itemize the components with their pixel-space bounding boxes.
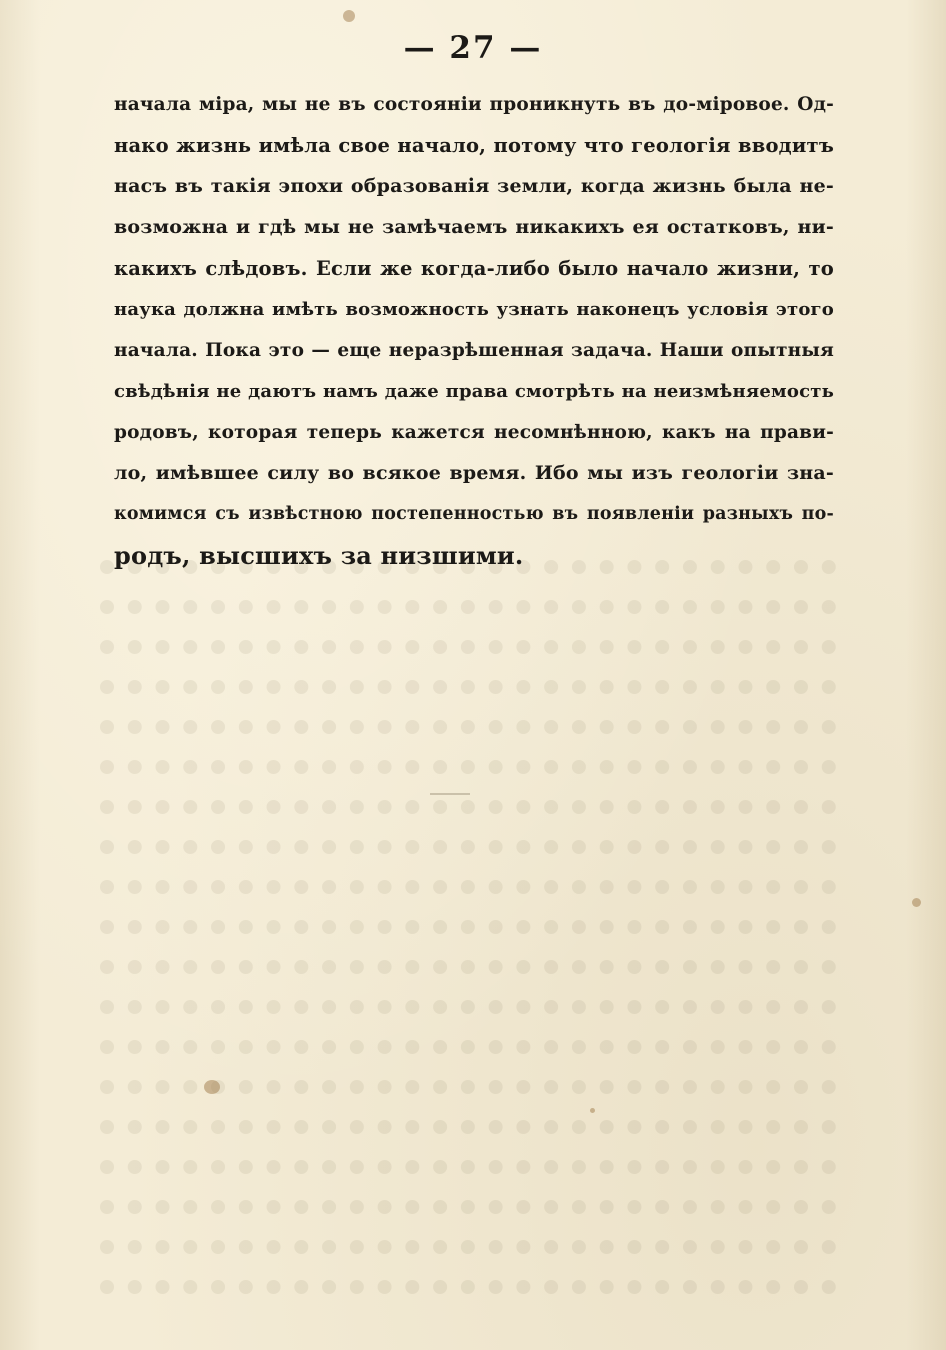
text-line: родовъ, которая теперь кажется несомнѣнною, какъ на прави- [114,422,834,443]
bleed-row [100,760,836,780]
text-line: комимся съ извѣстною постепенностью въ появленіи разныхъ по- [114,504,834,524]
text-line: свѣдѣнія не даютъ намъ даже права смотрѣть на неизмѣняемость [114,381,834,402]
bleed-row [100,1200,836,1220]
page-number: — 27 — [403,30,543,66]
bleed-row [100,1120,836,1140]
text-line: начала. Пока это — еще неразрѣшенная задача. Наши опытныя [114,340,834,361]
bleed-row [100,1280,836,1300]
text-line: наука должна имѣть возможность узнать наконецъ условія этого [114,299,834,320]
paper-speck [590,1108,595,1113]
body-text [114,84,834,576]
bleed-row [100,1240,836,1260]
bleed-row [100,1160,836,1180]
bleed-row [100,800,836,820]
text-line: начала міра, мы не въ состояніи проникнуть въ до-міровое. Од- [114,94,834,115]
bleed-row [100,720,836,740]
decorative-rule [430,793,470,795]
bleed-row [100,640,836,660]
bleed-row [100,600,836,620]
bleed-row [100,680,836,700]
text-line: ло, имѣвшее силу во всякое время. Ибо мы изъ геологіи зна- [114,462,834,484]
bleed-row [100,1000,836,1020]
text-line: возможна и гдѣ мы не замѣчаемъ никакихъ ея остатковъ, ни- [114,216,834,238]
bleed-row [100,960,836,980]
paper-speck [204,1080,220,1094]
bleed-row [100,920,836,940]
bleed-row [100,840,836,860]
paper-speck [343,10,355,22]
paper-speck [912,898,921,907]
text-line: насъ въ такія эпохи образованія земли, когда жизнь была не- [114,175,834,197]
bleed-row [100,1040,836,1060]
text-line: нако жизнь имѣла свое начало, потому что геологія вводитъ [114,134,834,157]
text-line: родъ, высшихъ за низшими. [114,541,524,570]
text-line: какихъ слѣдовъ. Если же когда-либо было начало жизни, то [114,257,834,280]
bleed-row [100,880,836,900]
